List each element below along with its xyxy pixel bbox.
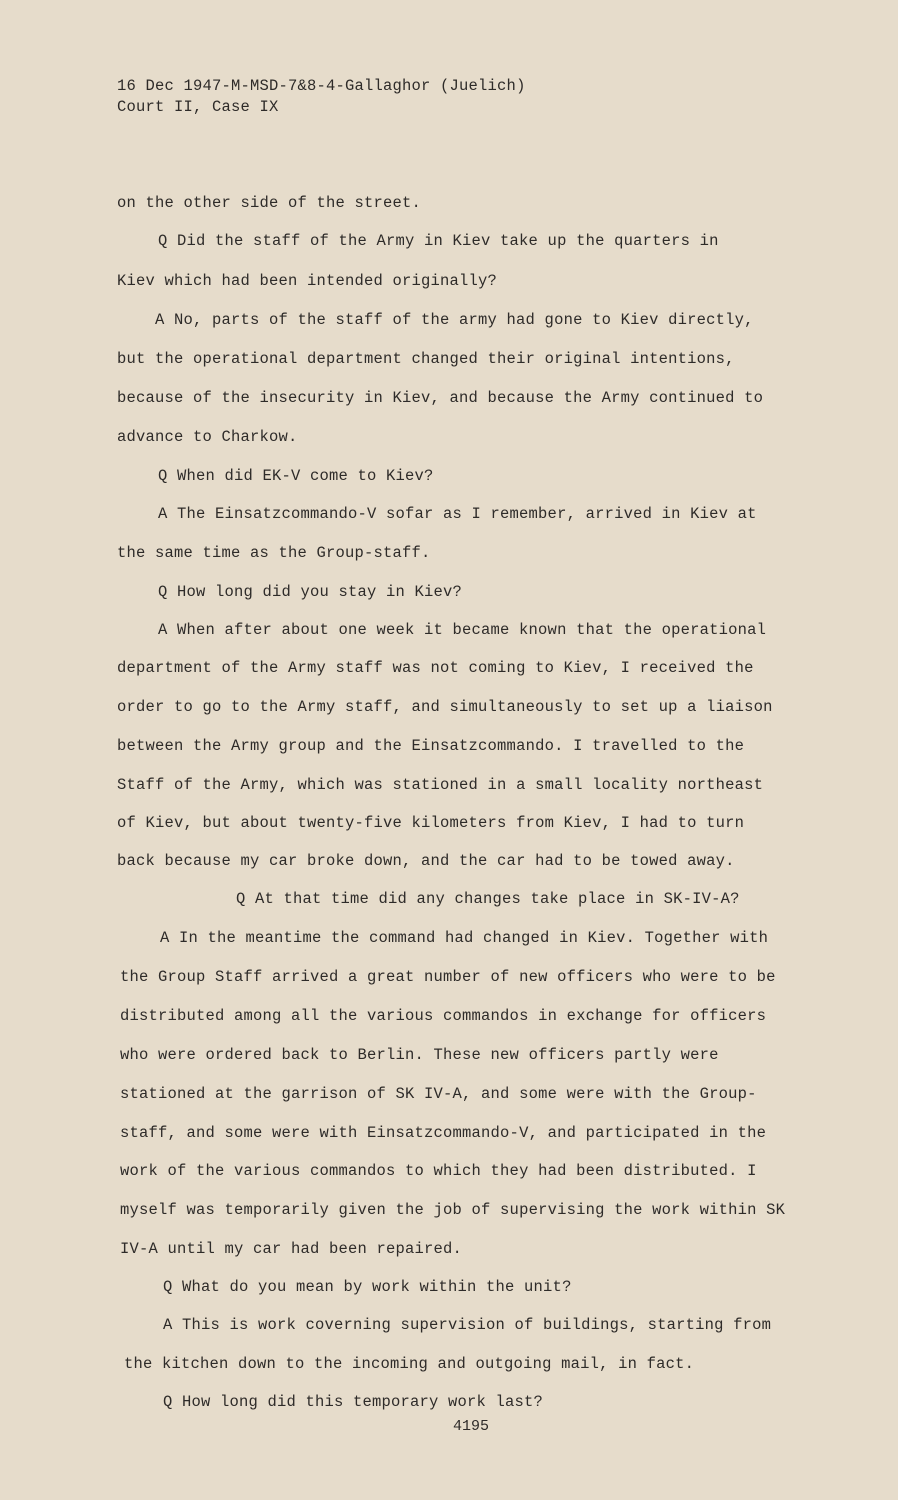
body-line: but the operational department changed their original intentions,: [117, 350, 735, 368]
body-line: Q How long did this temporary work last?: [163, 1393, 544, 1411]
body-line: A When after about one week it became known that the operational: [158, 621, 767, 639]
body-line: distributed among all the various commandos in exchange for officers: [120, 1007, 767, 1025]
body-line: A In the meantime the command had changed in Kiev. Together with: [160, 929, 769, 947]
body-line: order to go to the Army staff, and simultaneously to set up a liaison: [117, 698, 773, 716]
body-line: between the Army group and the Einsatzcommando. I travelled to the: [117, 737, 745, 755]
body-line: Staff of the Army, which was stationed in a small locality northeast: [117, 776, 764, 794]
body-line: back because my car broke down, and the car had to be towed away.: [117, 852, 735, 870]
body-line: of Kiev, but about twenty-five kilometers from Kiev, I had to turn: [117, 814, 745, 832]
body-line: Q Did the staff of the Army in Kiev take up the quarters in: [158, 232, 719, 250]
body-line: who were ordered back to Berlin. These new officers partly were: [120, 1046, 719, 1064]
body-line: Q How long did you stay in Kiev?: [158, 583, 463, 601]
body-line: A This is work coverning supervision of buildings, starting from: [163, 1316, 772, 1334]
body-line: Q At that time did any changes take place in SK-IV-A?: [236, 890, 740, 908]
body-line: the Group Staff arrived a great number of new officers who were to be: [120, 968, 776, 986]
body-line: staff, and some were with Einsatzcommando-V, and participated in the: [120, 1124, 767, 1142]
body-line: A The Einsatzcommando-V sofar as I remember, arrived in Kiev at: [158, 505, 757, 523]
page-number: 4195: [453, 1418, 490, 1435]
body-line: IV-A until my car had been repaired.: [120, 1240, 463, 1258]
body-line: the same time as the Group-staff.: [117, 544, 431, 562]
body-line: work of the various commandos to which they had been distributed. I: [120, 1162, 757, 1180]
body-line: myself was temporarily given the job of supervising the work within SK: [120, 1201, 786, 1219]
body-line: Q When did EK-V come to Kiev?: [158, 467, 434, 485]
header-line-1: 16 Dec 1947-M-MSD-7&8-4-Gallaghor (Juelich): [117, 77, 526, 95]
header-line-2: Court II, Case IX: [117, 98, 279, 116]
body-line: A No, parts of the staff of the army had gone to Kiev directly,: [155, 311, 754, 329]
body-line: the kitchen down to the incoming and outgoing mail, in fact.: [124, 1355, 695, 1373]
body-line: stationed at the garrison of SK IV-A, and some were with the Group-: [120, 1085, 757, 1103]
body-line: department of the Army staff was not coming to Kiev, I received the: [117, 659, 754, 677]
body-line: Kiev which had been intended originally?: [117, 272, 498, 290]
body-line: Q What do you mean by work within the unit?: [163, 1278, 572, 1296]
body-line: on the other side of the street.: [117, 194, 422, 212]
body-line: advance to Charkow.: [117, 428, 298, 446]
body-line: because of the insecurity in Kiev, and because the Army continued to: [117, 389, 764, 407]
